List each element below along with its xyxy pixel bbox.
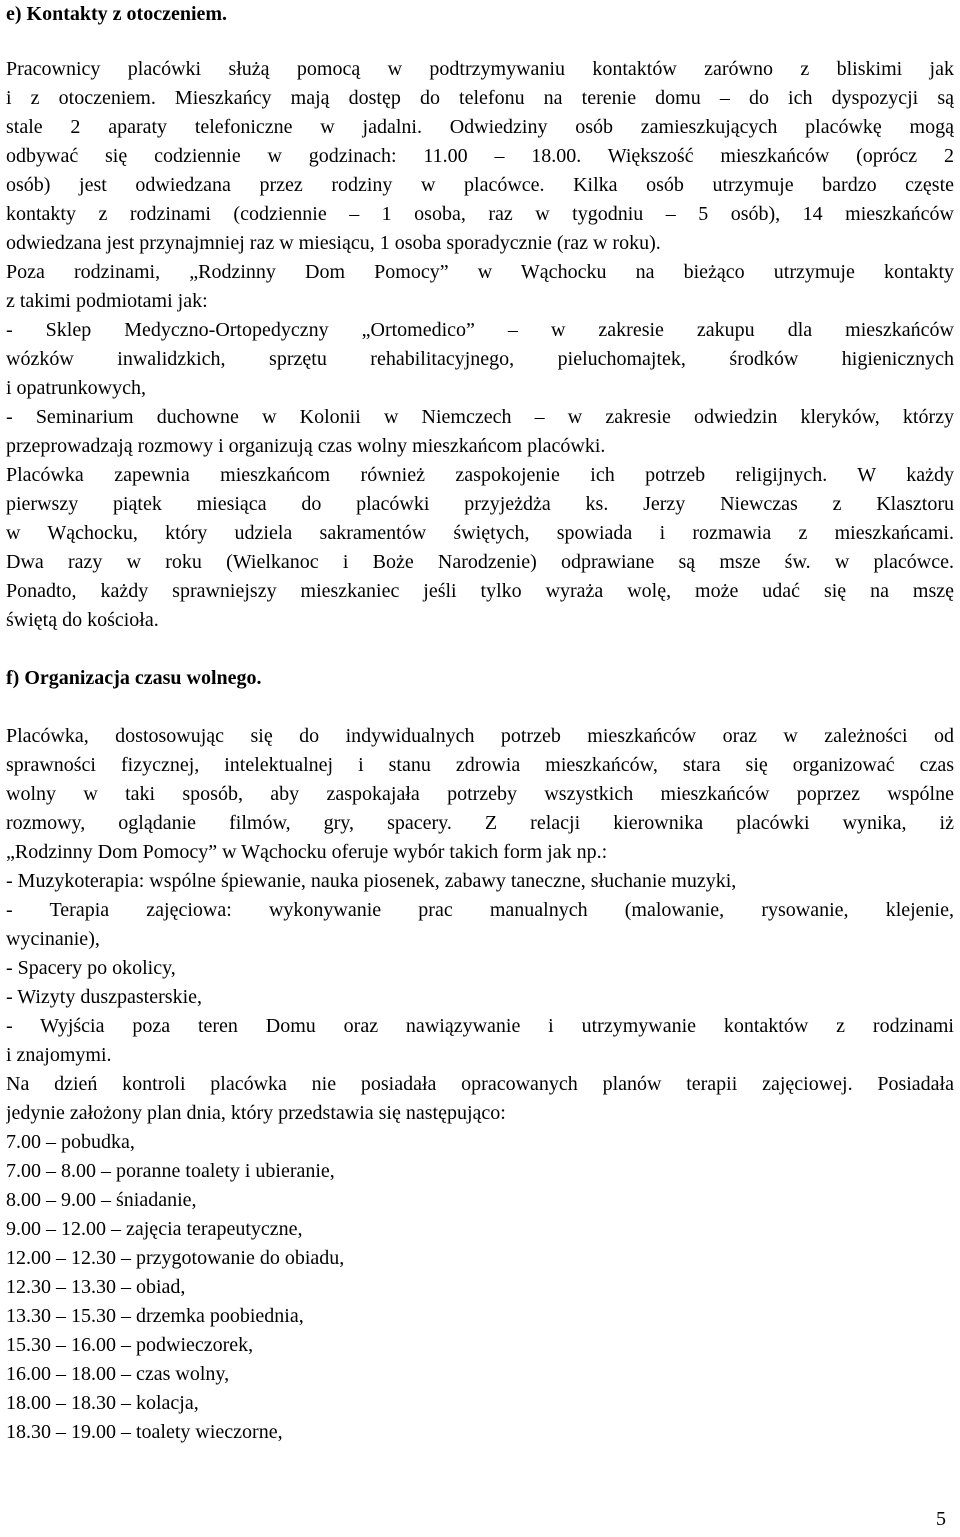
paragraph-line: pierwszy piątek miesiąca do placówki przyjeżdża ks. Jerzy Niewczas z Klasztoru: [6, 493, 954, 515]
paragraph-line: kontakty z rodzinami (codziennie – 1 osoba, raz w tygodniu – 5 osób), 14 mieszkańców: [6, 203, 954, 225]
paragraph-line: Placówka, dostosowując się do indywidualnych potrzeb mieszkańców oraz w zależności od: [6, 725, 954, 747]
paragraph-line: w Wąchocku, który udziela sakramentów świętych, spowiada i rozmawia z mieszkańcami.: [6, 522, 954, 544]
list-item: - Seminarium duchowne w Kolonii w Niemczech – w zakresie odwiedzin kleryków, którzy: [6, 406, 954, 428]
list-item: - Sklep Medyczno-Ortopedyczny „Ortomedico” – w zakresie zakupu dla mieszkańców: [6, 319, 954, 341]
list-item: - Wizyty duszpasterskie,: [6, 986, 202, 1008]
paragraph-line: Ponadto, każdy sprawniejszy mieszkaniec jeśli tylko wyraża wolę, może udać się na mszę: [6, 580, 954, 602]
paragraph-line: Na dzień kontroli placówka nie posiadała opracowanych planów terapii zajęciowej. Posiadała: [6, 1073, 954, 1095]
schedule-item: 7.00 – pobudka,: [6, 1131, 135, 1153]
paragraph-line: rozmowy, oglądanie filmów, gry, spacery. Z relacji kierownika placówki wynika, iż: [6, 812, 954, 834]
list-item: - Muzykoterapia: wspólne śpiewanie, nauka piosenek, zabawy taneczne, słuchanie muzyki,: [6, 870, 737, 892]
paragraph-line: Pracownicy placówki służą pomocą w podtrzymywaniu kontaktów zarówno z bliskimi jak: [6, 58, 954, 80]
schedule-item: 15.30 – 16.00 – podwieczorek,: [6, 1334, 254, 1356]
schedule-item: 8.00 – 9.00 – śniadanie,: [6, 1189, 197, 1211]
schedule-item: 16.00 – 18.00 – czas wolny,: [6, 1363, 230, 1385]
schedule-item: 18.00 – 18.30 – kolacja,: [6, 1392, 199, 1414]
paragraph-line: odwiedzana jest przynajmniej raz w miesiącu, 1 osoba sporadycznie (raz w roku).: [6, 232, 661, 254]
list-item: - Spacery po okolicy,: [6, 957, 176, 979]
section-heading-e: e) Kontakty z otoczeniem.: [6, 3, 228, 25]
schedule-item: 18.30 – 19.00 – toalety wieczorne,: [6, 1421, 283, 1443]
paragraph-line: Dwa razy w roku (Wielkanoc i Boże Narodzenie) odprawiane są msze św. w placówce.: [6, 551, 954, 573]
list-item: wózków inwalidzkich, sprzętu rehabilitacyjnego, pieluchomajtek, środków higienicznych: [6, 348, 954, 370]
schedule-item: 9.00 – 12.00 – zajęcia terapeutyczne,: [6, 1218, 303, 1240]
paragraph-line: z takimi podmiotami jak:: [6, 290, 208, 312]
page-number: 5: [936, 1508, 946, 1530]
list-item: i znajomymi.: [6, 1044, 112, 1066]
list-item: przeprowadzają rozmowy i organizują czas wolny mieszkańcom placówki.: [6, 435, 606, 457]
paragraph-line: i z otoczeniem. Mieszkańcy mają dostęp do telefonu na terenie domu – do ich dyspozycji są: [6, 87, 954, 109]
list-item: - Terapia zajęciowa: wykonywanie prac manualnych (malowanie, rysowanie, klejenie,: [6, 899, 954, 921]
paragraph-line: osób) jest odwiedzana przez rodziny w placówce. Kilka osób utrzymuje bardzo częste: [6, 174, 954, 196]
schedule-item: 12.30 – 13.30 – obiad,: [6, 1276, 186, 1298]
paragraph-line: sprawności fizycznej, intelektualnej i stanu zdrowia mieszkańców, stara się organizować czas: [6, 754, 954, 776]
paragraph-line: „Rodzinny Dom Pomocy” w Wąchocku oferuje wybór takich form jak np.:: [6, 841, 608, 863]
list-item: wycinanie),: [6, 928, 100, 950]
schedule-item: 12.00 – 12.30 – przygotowanie do obiadu,: [6, 1247, 345, 1269]
schedule-item: 7.00 – 8.00 – poranne toalety i ubieranie,: [6, 1160, 335, 1182]
list-item: - Wyjścia poza teren Domu oraz nawiązywanie i utrzymywanie kontaktów z rodzinami: [6, 1015, 954, 1037]
schedule-item: 13.30 – 15.30 – drzemka poobiednia,: [6, 1305, 304, 1327]
section-heading-f: f) Organizacja czasu wolnego.: [6, 667, 262, 689]
paragraph-line: Poza rodzinami, „Rodzinny Dom Pomocy” w Wąchocku na bieżąco utrzymuje kontakty: [6, 261, 954, 283]
paragraph-line: stale 2 aparaty telefoniczne w jadalni. Odwiedziny osób zamieszkujących placówkę mogą: [6, 116, 954, 138]
paragraph-line: świętą do kościoła.: [6, 609, 159, 631]
paragraph-line: Placówka zapewnia mieszkańcom również zaspokojenie ich potrzeb religijnych. W każdy: [6, 464, 954, 486]
paragraph-line: odbywać się codziennie w godzinach: 11.00 – 18.00. Większość mieszkańców (oprócz 2: [6, 145, 954, 167]
paragraph-line: jedynie założony plan dnia, który przedstawia się następująco:: [6, 1102, 506, 1124]
paragraph-line: wolny w taki sposób, aby zaspokajała potrzeby wszystkich mieszkańców poprzez wspólne: [6, 783, 954, 805]
list-item: i opatrunkowych,: [6, 377, 146, 399]
